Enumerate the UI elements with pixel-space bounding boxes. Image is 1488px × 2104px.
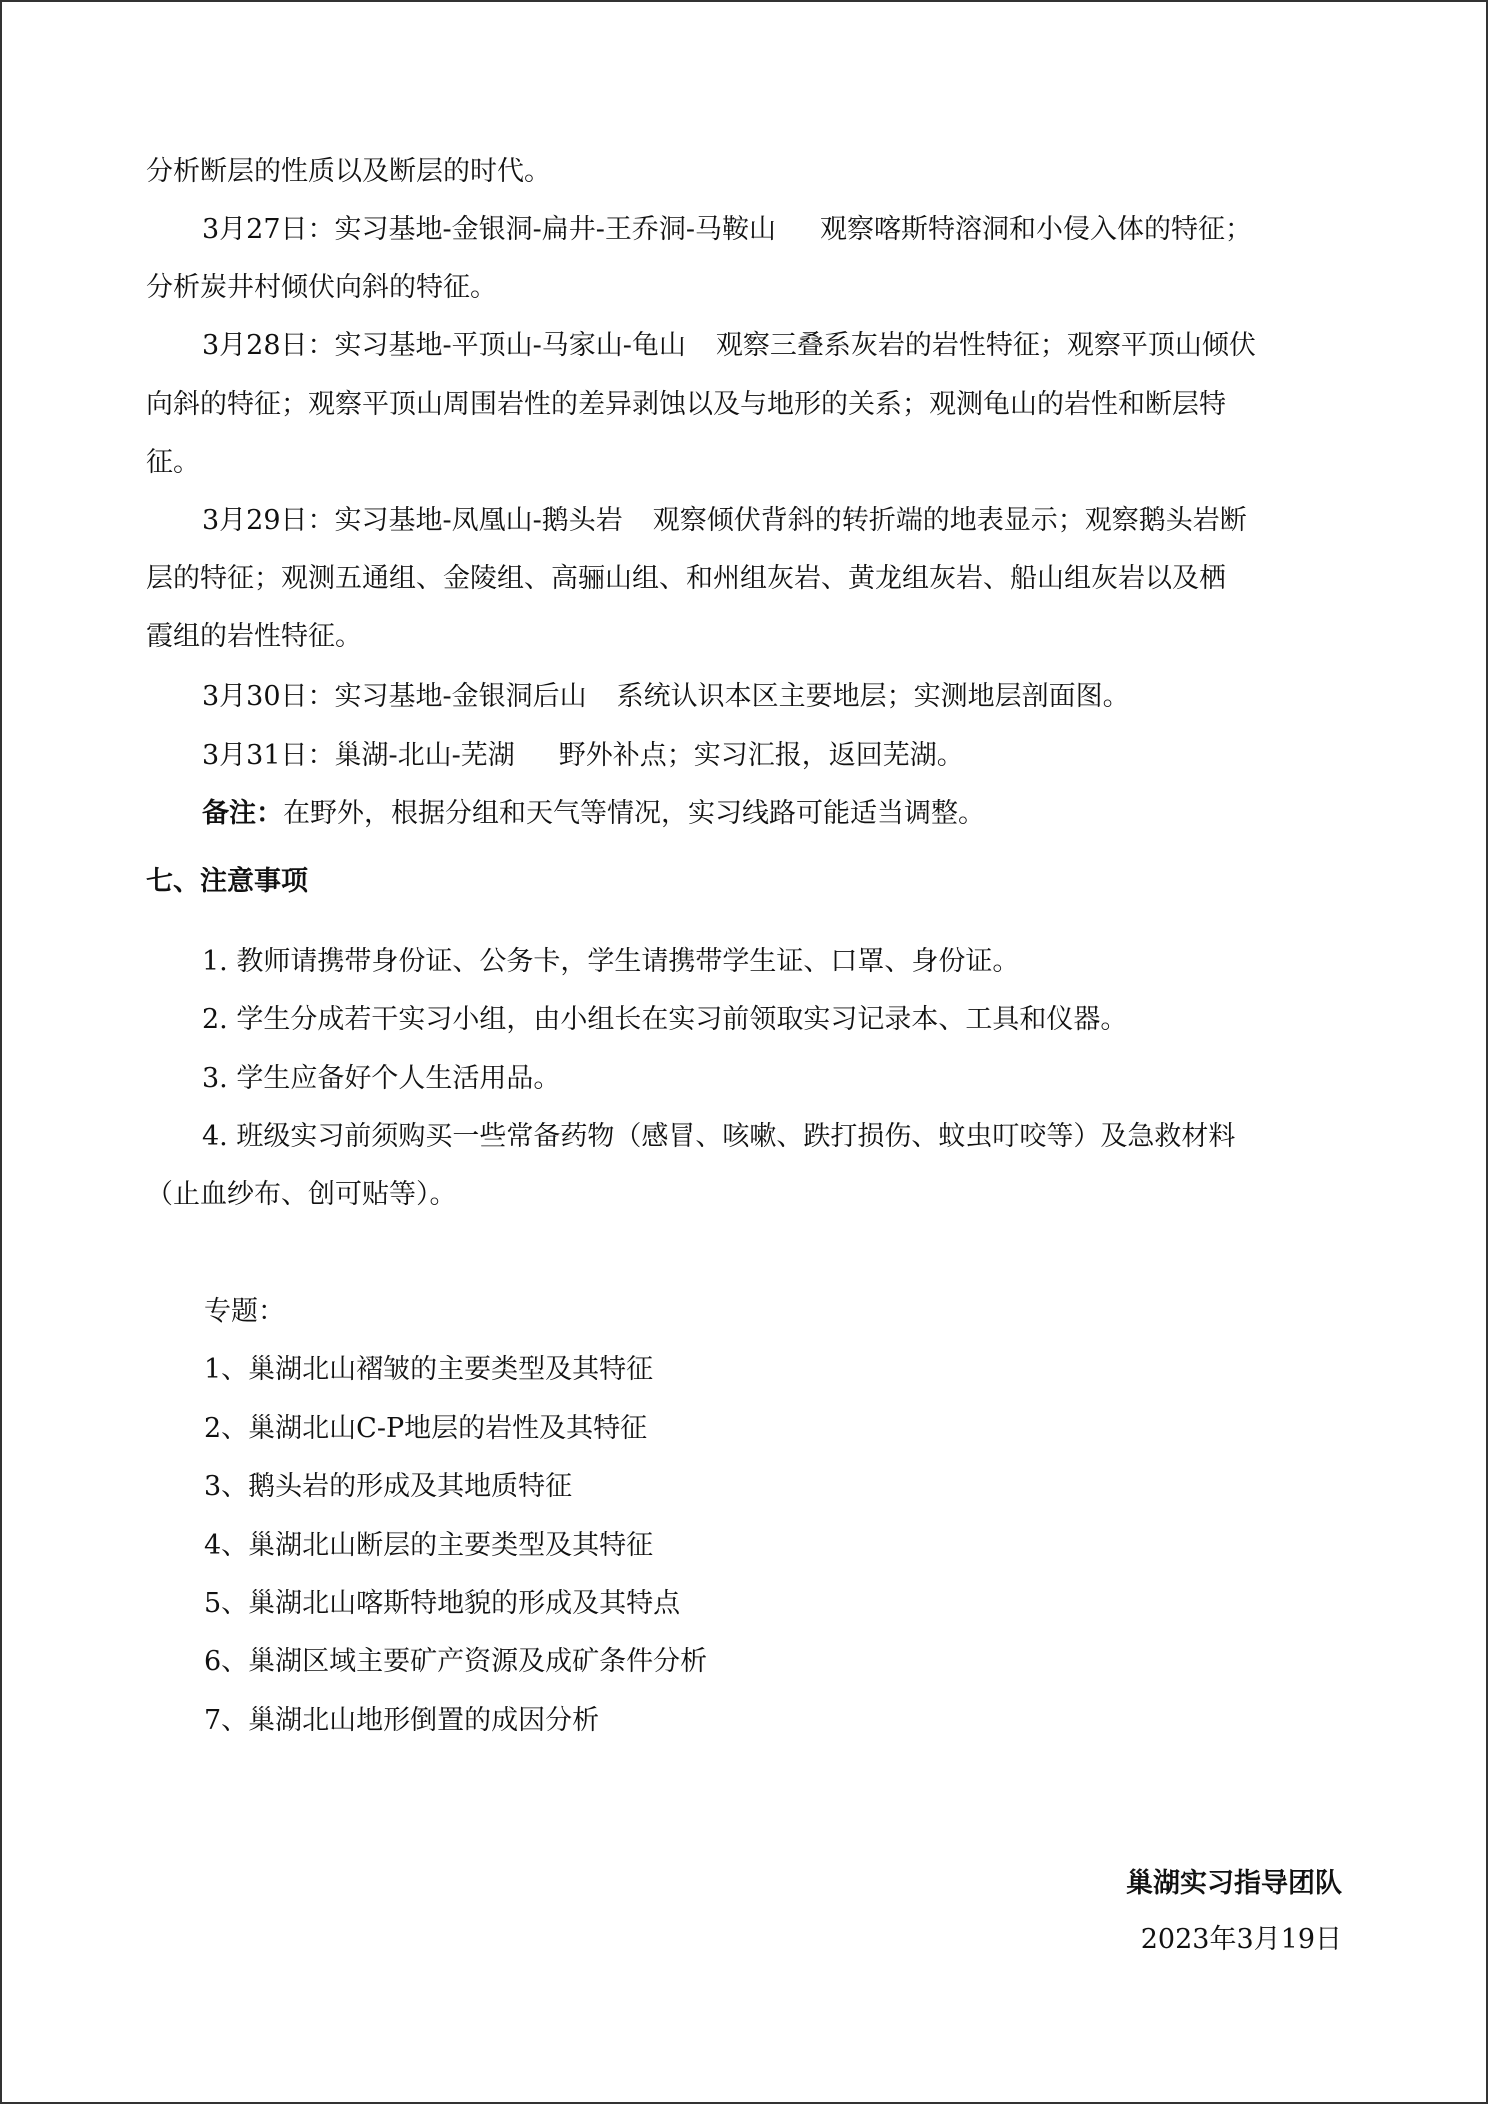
topic-item-4: 4、巢湖北山断层的主要类型及其特征	[204, 1530, 654, 1561]
topics-label: 专题：	[204, 1296, 285, 1327]
day-29-route: 3月29日：实习基地-凤凰山-鹅头岩	[202, 505, 623, 536]
intro-line: 分析断层的性质以及断层的时代。	[146, 156, 551, 187]
remark-text: 在野外，根据分组和天气等情况，实习线路可能适当调整。	[283, 798, 985, 829]
topic-item-7: 7、巢湖北山地形倒置的成因分析	[204, 1705, 600, 1736]
day-28-desc: 观察三叠系灰岩的岩性特征；观察平顶山倾伏	[715, 330, 1256, 361]
day-29-continuation-1: 层的特征；观测五通组、金陵组、高骊山组、和州组灰岩、黄龙组灰岩、船山组灰岩以及栖	[146, 563, 1226, 594]
signature-date: 2023年3月19日	[1140, 1924, 1342, 1955]
day-28-continuation-1: 向斜的特征；观察平顶山周围岩性的差异剥蚀以及与地形的关系；观测龟山的岩性和断层特	[146, 389, 1226, 420]
day-28-route: 3月28日：实习基地-平顶山-马家山-龟山	[202, 330, 686, 361]
day-29-desc: 观察倾伏背斜的转折端的地表显示；观察鹅头岩断	[652, 505, 1247, 536]
topic-item-1: 1、巢湖北山褶皱的主要类型及其特征	[204, 1354, 654, 1385]
remark	[202, 796, 1402, 832]
section-7-heading: 七、注意事项	[146, 866, 308, 897]
schedule-day-30	[202, 679, 1402, 715]
remark-label: 备注：	[202, 798, 283, 829]
notice-item-1: 1. 教师请携带身份证、公务卡，学生请携带学生证、口罩、身份证。	[202, 946, 1020, 977]
schedule-day-27	[202, 212, 1402, 248]
signature-team: 巢湖实习指导团队	[1126, 1868, 1342, 1899]
notice-item-2: 2. 学生分成若干实习小组，由小组长在实习前领取实习记录本、工具和仪器。	[202, 1004, 1128, 1035]
topic-item-3: 3、鹅头岩的形成及其地质特征	[204, 1471, 573, 1502]
day-30-desc: 系统认识本区主要地层；实测地层剖面图。	[616, 681, 1130, 712]
schedule-day-28	[202, 328, 1402, 364]
day-27-continuation: 分析炭井村倾伏向斜的特征。	[146, 272, 497, 303]
day-27-route: 3月27日：实习基地-金银洞-扁井-王乔洞-马鞍山	[202, 214, 777, 245]
notice-item-4: 4. 班级实习前须购买一些常备药物（感冒、咳嗽、跌打损伤、蚊虫叮咬等）及急救材料	[202, 1121, 1236, 1152]
notice-item-3: 3. 学生应备好个人生活用品。	[202, 1063, 561, 1094]
day-29-continuation-2: 霞组的岩性特征。	[146, 621, 362, 652]
notice-item-4-continuation: （止血纱布、创可贴等）。	[146, 1179, 457, 1210]
day-27-desc: 观察喀斯特溶洞和小侵入体的特征；	[820, 214, 1253, 245]
topic-item-6: 6、巢湖区域主要矿产资源及成矿条件分析	[204, 1646, 708, 1677]
day-30-route: 3月30日：实习基地-金银洞后山	[202, 681, 587, 712]
schedule-day-31	[202, 738, 1402, 774]
day-28-continuation-2: 征。	[146, 447, 200, 478]
topic-item-2: 2、巢湖北山C-P地层的岩性及其特征	[204, 1413, 648, 1444]
schedule-day-29	[202, 503, 1402, 539]
day-31-route: 3月31日：巢湖-北山-芜湖	[202, 740, 515, 771]
day-31-desc: 野外补点；实习汇报，返回芜湖。	[558, 740, 964, 771]
topic-item-5: 5、巢湖北山喀斯特地貌的形成及其特点	[204, 1588, 681, 1619]
